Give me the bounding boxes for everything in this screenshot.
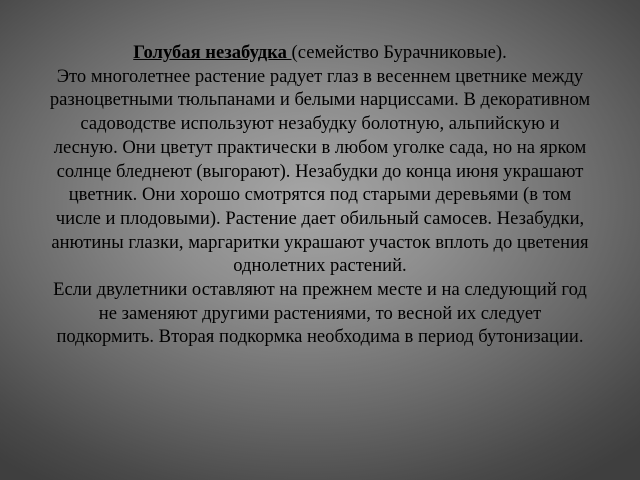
slide-title: Голубая незабудка — [133, 42, 292, 63]
paragraph-line: Это многолетнее растение радует глаз в весеннем цветнике между — [56, 65, 584, 87]
paragraph-line: солнце бледнеют (выгорают). Незабудки до конца июня украшают — [56, 160, 584, 182]
slide-title-suffix: (семейство Бурачниковые). — [291, 42, 507, 63]
slide-text-block — [14, 41, 626, 349]
paragraph-line: однолетних растений. — [233, 255, 407, 277]
paragraph-line: анютины глазки, маргаритки украшают участок вплоть до цветения — [51, 231, 589, 253]
paragraph-line: числе и плодовыми). Растение дает обильный самосев. Незабудки, — [55, 207, 585, 229]
paragraph-line: разноцветными тюльпанами и белыми нарциссами. В декоративном — [49, 89, 591, 111]
paragraph-line: цветник. Они хорошо смотрятся под старыми деревьями (в том — [68, 184, 572, 206]
paragraph-line: не заменяют другими растениями, то весной их следует — [98, 302, 542, 324]
paragraph-line: садоводстве используют незабудку болотную, альпийскую и — [80, 113, 560, 135]
paragraph-line: Если двулетники оставляют на прежнем месте и на следующий год — [53, 279, 587, 301]
paragraph-line: подкормить. Вторая подкормка необходима в период бутонизации. — [56, 326, 584, 348]
paragraph-line: лесную. Они цветут практически в любом уголке сада, но на ярком — [53, 136, 587, 158]
title-line — [14, 41, 626, 65]
